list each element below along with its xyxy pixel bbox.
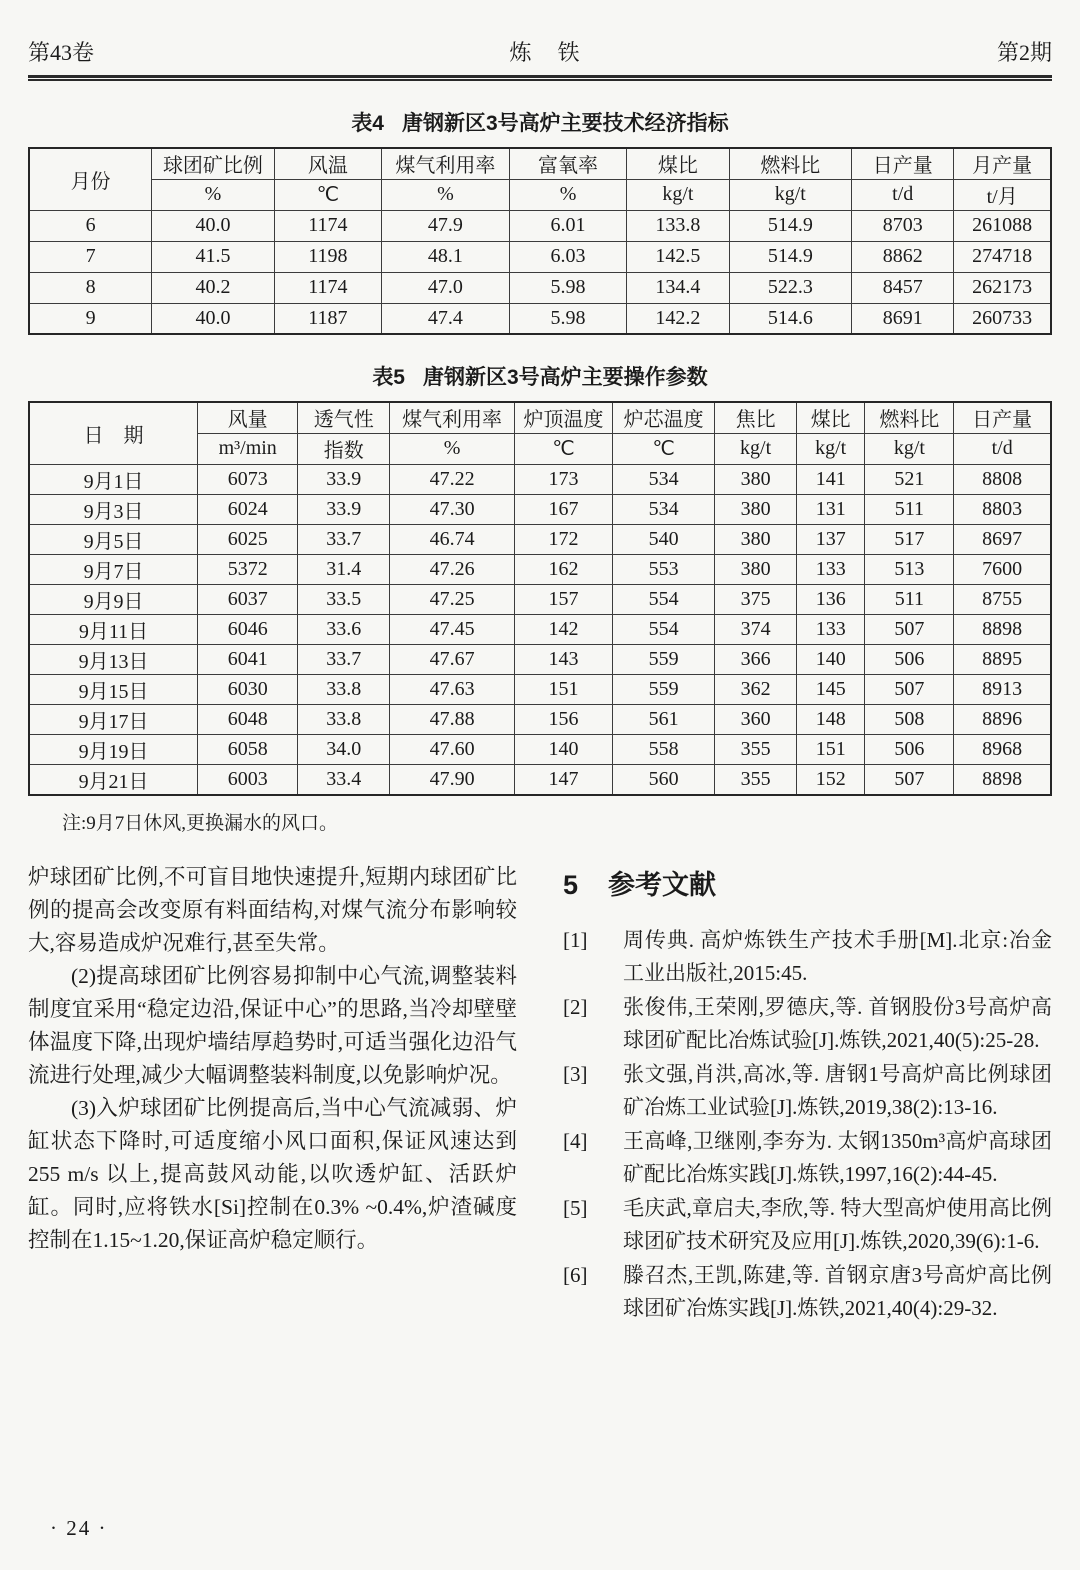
reference-item [563,1192,1052,1258]
table-cell: 136 [796,584,864,614]
journal-title: 炼 铁 [509,40,582,65]
reference-label: [2] [563,994,588,1019]
table-cell: 534 [613,494,715,524]
table-cell: 5372 [198,554,298,584]
table-cell: 6.01 [509,210,627,241]
reference-label: [4] [563,1128,588,1153]
column-header: 富氧率 [509,148,627,179]
table-row [29,704,1051,734]
table-cell: 511 [865,584,954,614]
table-cell: 133 [796,554,864,584]
table-row [29,674,1051,704]
column-header: 炉顶温度 [514,402,612,433]
table-row [29,614,1051,644]
column-header: 透气性 [298,402,390,433]
table-cell: 142.2 [627,303,729,334]
table-cell: 9月15日 [29,674,198,704]
column-header: 燃料比 [865,402,954,433]
table-cell: 47.67 [390,644,515,674]
table-cell: 355 [715,734,797,764]
table-row [29,303,1051,334]
table-cell: 9月5日 [29,524,198,554]
table-cell: 1198 [274,241,381,272]
table-cell: 558 [613,734,715,764]
table-cell: 274718 [954,241,1051,272]
column-unit: kg/t [729,179,852,210]
reference-list [563,924,1052,1325]
table-row [29,241,1051,272]
volume-label: 第43卷 [28,40,95,65]
table-cell: 8808 [954,464,1051,494]
table-cell: 143 [514,644,612,674]
table-cell: 514.9 [729,241,852,272]
column-header: 焦比 [715,402,797,433]
table-cell: 5.98 [509,303,627,334]
table-cell: 6037 [198,584,298,614]
table-cell: 559 [613,674,715,704]
table-cell: 9月7日 [29,554,198,584]
table-cell: 9月21日 [29,764,198,795]
column-header: 日产量 [954,402,1051,433]
table-cell: 47.22 [390,464,515,494]
reference-text: 王高峰,卫继刚,李夯为. 太钢1350m³高炉高球团矿配比冶炼实践[J].炼铁,1997,16(2):44-45. [623,1128,1052,1186]
table-cell: 554 [613,614,715,644]
table-cell: 133.8 [627,210,729,241]
reference-text: 张文强,肖洪,高冰,等. 唐钢1号高炉高比例球团矿冶炼工业试验[J].炼铁,2019,38(2):13-16. [623,1061,1052,1119]
table-cell: 147 [514,764,612,795]
table-cell: 33.7 [298,644,390,674]
column-unit: ℃ [613,433,715,464]
table-cell: 151 [796,734,864,764]
reference-item [563,1259,1052,1325]
table-row [29,644,1051,674]
table-row [29,764,1051,795]
column-header: 风量 [198,402,298,433]
table4-caption-title: 唐钢新区3号高炉主要技术经济指标 [402,112,729,135]
table-cell: 47.88 [390,704,515,734]
reference-text: 周传典. 高炉炼铁生产技术手册[M].北京:冶金工业出版社,2015:45. [623,927,1052,985]
table4-caption [28,107,1052,137]
table-cell: 9月3日 [29,494,198,524]
table-cell: 355 [715,764,797,795]
table4 [28,147,1052,335]
table-cell: 507 [865,764,954,795]
table-cell: 506 [865,644,954,674]
right-column [563,861,1052,1326]
reference-item [563,924,1052,990]
table-cell: 47.4 [382,303,510,334]
references-heading [563,863,1052,902]
column-header: 风温 [274,148,381,179]
table-cell: 560 [613,764,715,795]
table-cell: 553 [613,554,715,584]
table-cell: 517 [865,524,954,554]
table-cell: 152 [796,764,864,795]
table-row [29,524,1051,554]
reference-label: [6] [563,1262,588,1287]
column-unit: ℃ [514,433,612,464]
table-cell: 260733 [954,303,1051,334]
column-unit: 指数 [298,433,390,464]
table-cell: 8913 [954,674,1051,704]
table-cell: 47.26 [390,554,515,584]
table-cell: 137 [796,524,864,554]
table-cell: 8755 [954,584,1051,614]
table-cell: 8 [29,272,152,303]
table-cell: 514.9 [729,210,852,241]
table-cell: 7 [29,241,152,272]
table-cell: 6073 [198,464,298,494]
column-header: 煤气利用率 [390,402,515,433]
body-paragraph: (2)提高球团矿比例容易抑制中心气流,调整装料制度宜采用“稳定边沿,保证中心”的思路,当冷却壁壁体温度下降,出现炉墙结厚趋势时,可适当强化边沿气流进行处理,减少大幅调整装料制度,以免影响炉况。 [28,963,517,1087]
table-cell: 33.9 [298,464,390,494]
table-cell: 8898 [954,614,1051,644]
table-cell: 33.7 [298,524,390,554]
table-cell: 6 [29,210,152,241]
body-columns [28,861,1052,1326]
table-cell: 33.4 [298,764,390,795]
column-unit: t/d [954,433,1051,464]
table-cell: 134.4 [627,272,729,303]
column-unit: kg/t [715,433,797,464]
table-cell: 46.74 [390,524,515,554]
table-cell: 8703 [852,210,954,241]
table-cell: 47.30 [390,494,515,524]
table-row [29,210,1051,241]
table-cell: 380 [715,464,797,494]
table-row [29,734,1051,764]
table5 [28,401,1052,796]
column-header: 日产量 [852,148,954,179]
table-cell: 133 [796,614,864,644]
table-cell: 33.5 [298,584,390,614]
reference-item [563,1125,1052,1191]
table-cell: 41.5 [152,241,275,272]
column-unit: kg/t [796,433,864,464]
running-head [28,0,1052,67]
table-cell: 7600 [954,554,1051,584]
table-cell: 151 [514,674,612,704]
column-header: 煤比 [796,402,864,433]
table-cell: 6048 [198,704,298,734]
table-cell: 145 [796,674,864,704]
table-cell: 522.3 [729,272,852,303]
table-cell: 9月19日 [29,734,198,764]
table-cell: 140 [796,644,864,674]
column-header: 燃料比 [729,148,852,179]
column-unit: m³/min [198,433,298,464]
table-cell: 1174 [274,272,381,303]
table-cell: 47.63 [390,674,515,704]
table-cell: 9月1日 [29,464,198,494]
table-cell: 513 [865,554,954,584]
table-cell: 6046 [198,614,298,644]
column-unit: t/d [852,179,954,210]
table-cell: 6041 [198,644,298,674]
table-cell: 534 [613,464,715,494]
table-cell: 261088 [954,210,1051,241]
table-cell: 8691 [852,303,954,334]
table4-head [29,148,1051,210]
column-header: 煤气利用率 [382,148,510,179]
table5-caption-title: 唐钢新区3号高炉主要操作参数 [423,366,708,389]
table-cell: 33.8 [298,674,390,704]
table-cell: 1174 [274,210,381,241]
column-unit: % [152,179,275,210]
table-cell: 6030 [198,674,298,704]
table-cell: 374 [715,614,797,644]
table-cell: 506 [865,734,954,764]
table-cell: 47.9 [382,210,510,241]
table-cell: 511 [865,494,954,524]
table-cell: 142 [514,614,612,644]
table-cell: 360 [715,704,797,734]
table-cell: 6058 [198,734,298,764]
body-paragraph: (3)入炉球团矿比例提高后,当中心气流减弱、炉缸状态下降时,可适度缩小风口面积,保证风速达到255 m/s 以上,提高鼓风动能,以吹透炉缸、活跃炉缸。同时,应将铁水[Si]控制在0.3% ~0.4%,炉渣碱度控制在1.15~1.20,保证高炉稳定顺行。 [28,1095,517,1252]
table-cell: 162 [514,554,612,584]
table5-caption [28,361,1052,391]
table-cell: 262173 [954,272,1051,303]
table-cell: 33.9 [298,494,390,524]
table-cell: 167 [514,494,612,524]
table-cell: 8862 [852,241,954,272]
reference-item [563,1058,1052,1124]
table-cell: 375 [715,584,797,614]
table-cell: 366 [715,644,797,674]
reference-item [563,991,1052,1057]
table-cell: 8896 [954,704,1051,734]
table-cell: 6.03 [509,241,627,272]
table-cell: 172 [514,524,612,554]
reference-text: 毛庆武,章启夫,李欣,等. 特大型高炉使用高比例球团矿技术研究及应用[J].炼铁,2020,39(6):1-6. [623,1195,1052,1253]
table-cell: 156 [514,704,612,734]
table-cell: 5.98 [509,272,627,303]
table-cell: 380 [715,494,797,524]
issue-label: 第2期 [996,40,1052,65]
table-cell: 8803 [954,494,1051,524]
reference-label: [3] [563,1061,588,1086]
column-header: 月份 [29,148,152,210]
table5-caption-label: 表5 [372,366,405,389]
table-cell: 559 [613,644,715,674]
reference-text: 滕召杰,王凯,陈建,等. 首钢京唐3号高炉高比例球团矿冶炼实践[J].炼铁,2021,40(4):29-32. [623,1262,1052,1320]
table-cell: 362 [715,674,797,704]
reference-label: [1] [563,927,588,952]
table-cell: 33.8 [298,704,390,734]
table-cell: 48.1 [382,241,510,272]
table5-head [29,402,1051,464]
table-cell: 554 [613,584,715,614]
table-cell: 507 [865,674,954,704]
table-cell: 47.0 [382,272,510,303]
column-unit: t/月 [954,179,1051,210]
column-header: 球团矿比例 [152,148,275,179]
table-cell: 8697 [954,524,1051,554]
column-unit: ℃ [274,179,381,210]
table-cell: 141 [796,464,864,494]
table-cell: 47.60 [390,734,515,764]
table-cell: 157 [514,584,612,614]
column-header: 炉芯温度 [613,402,715,433]
table-cell: 131 [796,494,864,524]
table-cell: 142.5 [627,241,729,272]
table4-caption-label: 表4 [351,112,384,135]
body-paragraph: 炉球团矿比例,不可盲目地快速提升,短期内球团矿比例的提高会改变原有料面结构,对煤气流分布影响较大,容易造成炉况难行,甚至失常。 [28,864,517,955]
table-cell: 148 [796,704,864,734]
table-cell: 47.45 [390,614,515,644]
table-cell: 9 [29,303,152,334]
table-cell: 40.2 [152,272,275,303]
table-row [29,554,1051,584]
table-cell: 6024 [198,494,298,524]
table-cell: 8895 [954,644,1051,674]
table-cell: 521 [865,464,954,494]
table-cell: 9月11日 [29,614,198,644]
table-cell: 9月17日 [29,704,198,734]
table-row [29,494,1051,524]
column-unit: % [390,433,515,464]
table-cell: 34.0 [298,734,390,764]
table-cell: 140 [514,734,612,764]
table-cell: 40.0 [152,210,275,241]
table-cell: 173 [514,464,612,494]
table-cell: 47.25 [390,584,515,614]
section-number: 5 [563,869,579,900]
left-column [28,861,517,1326]
table-cell: 8457 [852,272,954,303]
table-row [29,584,1051,614]
section-title: 参考文献 [608,869,717,900]
table-row [29,272,1051,303]
column-header: 日 期 [29,402,198,464]
table-cell: 40.0 [152,303,275,334]
reference-text: 张俊伟,王荣刚,罗德庆,等. 首钢股份3号高炉高球团矿配比冶炼试验[J].炼铁,2021,40(5):25-28. [623,994,1052,1052]
reference-label: [5] [563,1195,588,1220]
table-cell: 380 [715,554,797,584]
column-header: 月产量 [954,148,1051,179]
table-cell: 6003 [198,764,298,795]
table-cell: 47.90 [390,764,515,795]
column-header: 煤比 [627,148,729,179]
table-cell: 540 [613,524,715,554]
table-cell: 507 [865,614,954,644]
header-divider [28,75,1052,81]
table-cell: 514.6 [729,303,852,334]
table-cell: 9月9日 [29,584,198,614]
table-cell: 380 [715,524,797,554]
table-cell: 8898 [954,764,1051,795]
column-unit: % [509,179,627,210]
table4-body [29,210,1051,334]
table-cell: 31.4 [298,554,390,584]
table-cell: 508 [865,704,954,734]
table-cell: 1187 [274,303,381,334]
table-cell: 561 [613,704,715,734]
table-cell: 9月13日 [29,644,198,674]
table-row [29,464,1051,494]
table-cell: 8968 [954,734,1051,764]
table-cell: 6025 [198,524,298,554]
column-unit: % [382,179,510,210]
table5-body [29,464,1051,795]
page-number: · 24 · [50,1516,108,1540]
column-unit: kg/t [865,433,954,464]
column-unit: kg/t [627,179,729,210]
table5-note: 注:9月7日休风,更换漏水的风口。 [62,812,339,834]
table-cell: 33.6 [298,614,390,644]
